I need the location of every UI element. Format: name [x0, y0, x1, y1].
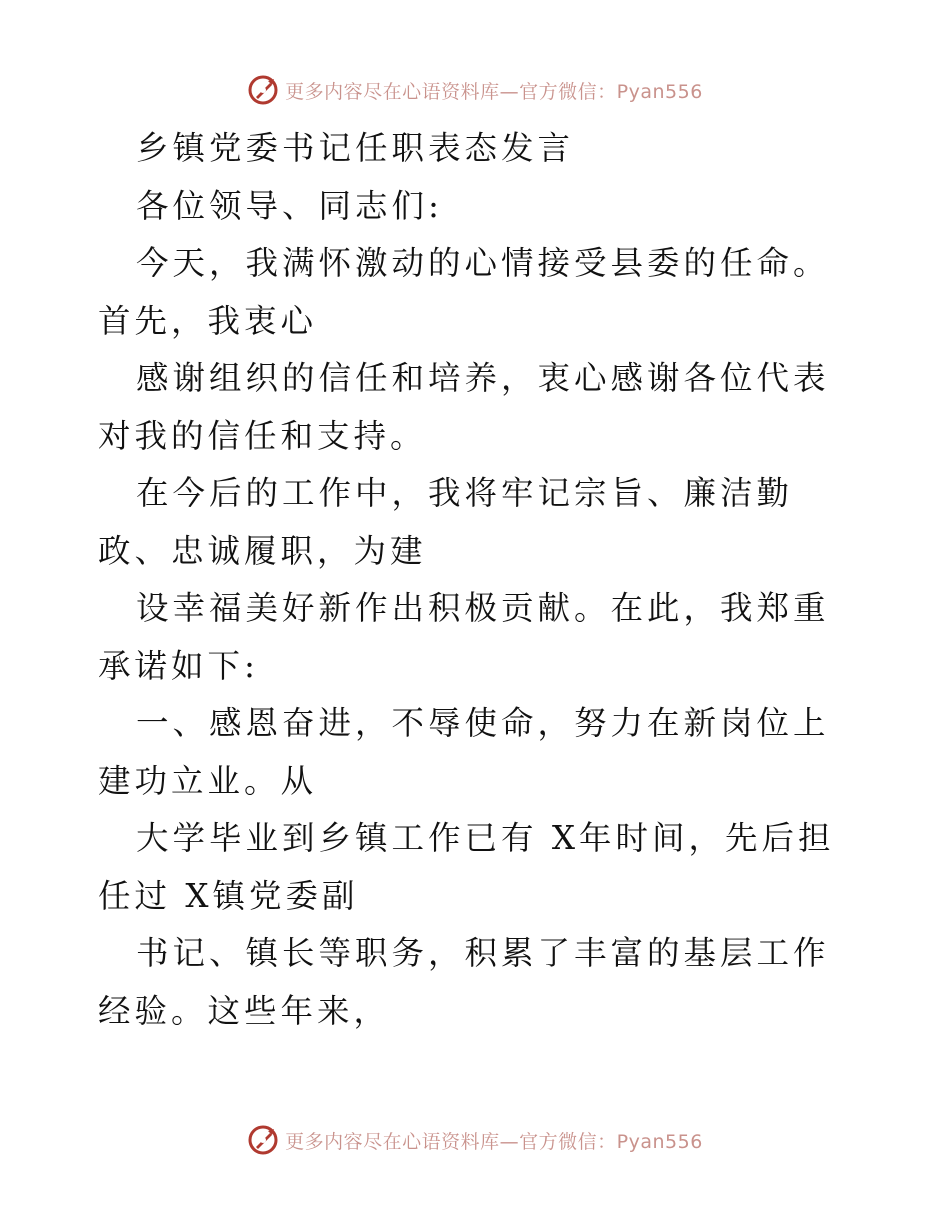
quill-pen-logo-icon	[247, 1124, 279, 1156]
watermark-text: 更多内容尽在心语资料库—官方微信：Pyan556	[285, 1130, 703, 1153]
paragraph: 今天，我满怀激动的心情接受县委的任命。首先，我衷心	[98, 244, 830, 340]
footer-watermark	[0, 1120, 950, 1160]
paragraph: 一、感恩奋进，不辱使命，努力在新岗位上建功立业。从	[98, 704, 830, 800]
paragraph: 各位领导、同志们:	[136, 186, 443, 225]
document-body	[98, 120, 858, 1040]
paragraph: 在今后的工作中，我将牢记宗旨、廉洁勤政、忠诚履职，为建	[98, 474, 794, 570]
quill-pen-logo-icon	[247, 74, 279, 106]
paragraph: 大学毕业到乡镇工作已有 X年时间，先后担任过 X镇党委副	[98, 819, 835, 915]
header-watermark	[0, 70, 950, 110]
paragraph: 设幸福美好新作出积极贡献。在此，我郑重承诺如下:	[98, 589, 830, 685]
watermark-text: 更多内容尽在心语资料库—官方微信：Pyan556	[285, 80, 703, 103]
document-title: 乡镇党委书记任职表态发言	[136, 129, 575, 167]
paragraph: 感谢组织的信任和培养，衷心感谢各位代表对我的信任和支持。	[98, 359, 830, 455]
paragraph: 书记、镇长等职务，积累了丰富的基层工作经验。这些年来，	[98, 934, 830, 1030]
